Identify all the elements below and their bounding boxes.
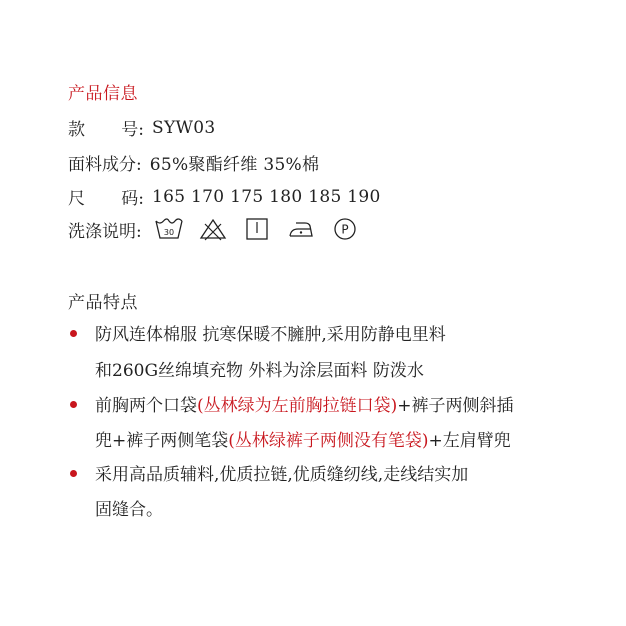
svg-text:30: 30	[163, 228, 174, 237]
feature-3-line-2: 固缝合。	[95, 500, 163, 520]
svg-text:P: P	[341, 222, 349, 237]
wash-row	[68, 216, 374, 242]
tumble-dry-icon	[242, 216, 272, 242]
feature-2-line-1: 前胸两个口袋(丛林绿为左前胸拉链口袋)+裤子两侧斜插	[95, 396, 514, 416]
fabric-row	[68, 150, 319, 175]
wash-label: 洗涤说明:	[68, 221, 142, 242]
bullet-dot	[70, 401, 77, 408]
feature-2-note-1: (丛林绿为左前胸拉链口袋)	[197, 396, 398, 416]
feature-2-note-2: (丛林绿裤子两侧没有笔袋)	[228, 431, 429, 451]
feature-1-line-1: 防风连体棉服 抗寒保暖不臃肿,采用防静电里料	[95, 325, 446, 345]
model-label: 款 号:	[68, 120, 144, 140]
feature-2-line-2: 兜+裤子两侧笔袋(丛林绿裤子两侧没有笔袋)+左肩臂兜	[95, 431, 511, 451]
no-bleach-icon	[198, 216, 228, 242]
size-row	[68, 184, 381, 209]
feature-1-line-2: 和260G丝绵填充物 外料为涂层面料 防泼水	[95, 361, 424, 381]
bullet-dot	[70, 330, 77, 337]
iron-icon	[286, 216, 316, 242]
fabric-label: 面料成分:	[68, 155, 142, 175]
size-value: 165 170 175 180 185 190	[152, 186, 381, 207]
feature-3-line-1: 采用高品质辅料,优质拉链,优质缝纫线,走线结实加	[95, 465, 469, 485]
model-row	[68, 115, 215, 140]
fabric-value: 65%聚酯纤维 35%棉	[149, 155, 320, 175]
care-icons	[154, 216, 374, 242]
size-label: 尺 码:	[68, 189, 144, 209]
wash-30-icon	[154, 216, 184, 242]
bullet-dot	[70, 470, 77, 477]
features-title: 产品特点	[68, 293, 138, 313]
model-value: SYW03	[152, 117, 216, 138]
product-info-title: 产品信息	[68, 84, 138, 104]
dry-clean-p-icon	[330, 216, 360, 242]
